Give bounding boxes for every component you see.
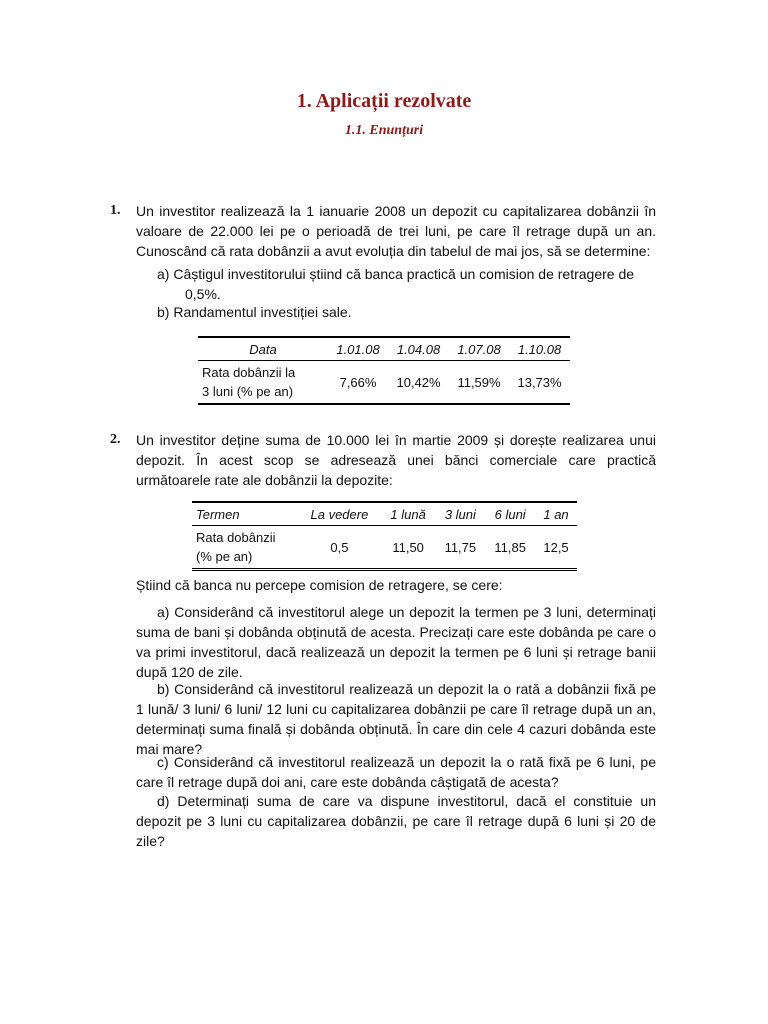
table-cell: 11,85 xyxy=(485,526,535,570)
problem-1-text: Un investitor realizează la 1 ianuarie 2008 un depozit cu capitalizarea dobânzii în valoare de 22.000 lei pe o perioadă de trei luni, pe care îl retrage după un an. Cunoscând că rata dobânzii a avut evoluția din tabelul de mai jos, să se determine: xyxy=(136,203,656,259)
table-cell: 13,73% xyxy=(509,361,570,405)
problem-2-number: 2. xyxy=(110,432,121,447)
table-cell: 0,5 xyxy=(298,526,381,570)
table-cell: 10,42% xyxy=(388,361,449,405)
table-header: 3 luni xyxy=(435,502,485,526)
table-header: La vedere xyxy=(298,502,381,526)
section-subtitle: 1.1. Enunțuri xyxy=(344,123,424,138)
table-header: 1.07.08 xyxy=(449,337,509,361)
problem-2-intro: Știind că banca nu percepe comision de retragere, se cere: xyxy=(136,577,503,593)
problem-2-item-c: c) Considerând că investitorul realizează un depozit la o rată fixă pe 6 luni, pe care îl retrage după doi ani, care este dobânda câștigată de acesta? xyxy=(136,754,656,790)
row-label-line: 3 luni (% pe an) xyxy=(202,384,294,399)
table-row-label xyxy=(192,526,298,570)
problem-1-number: 1. xyxy=(110,203,121,218)
problem-1-item-b: b) Randamentul investiției sale. xyxy=(157,304,352,320)
problem-2-item-a: a) Considerând că investitorul alege un depozit la termen pe 3 luni, determinați suma de bani și dobânda obținută de acesta. Precizați care este dobânda pe care o va primi investitorul, dacă realizează un depozit la termen pe 6 luni și retrage banii după 120 de zile. xyxy=(136,604,656,680)
problem-2-text: Un investitor deține suma de 10.000 lei în martie 2009 și dorește realizarea unui depozit. În acest scop se adresează unei bănci comerciale care practică următoarele rate ale dobânzii la depozite: xyxy=(136,432,656,488)
problem-1-item-a-cont: 0,5%. xyxy=(185,286,221,302)
table-header: 1 an xyxy=(535,502,577,526)
problem-2-item-b: b) Considerând că investitorul realizează un depozit la o rată a dobânzii fixă pe 1 lună/ 3 luni/ 6 luni/ 12 luni cu capitalizarea dobânzii pe care îl retrage după un an, determinați suma finală și dobânda obținută. În care din cele 4 cazuri dobânda este mai mare? xyxy=(136,681,656,757)
table-header: 6 luni xyxy=(485,502,535,526)
table-header: 1.10.08 xyxy=(509,337,570,361)
row-label-line: Rata dobânzii la xyxy=(202,365,296,380)
interest-rate-table-2 xyxy=(192,501,577,571)
table-header: 1 lună xyxy=(381,502,436,526)
row-label-line: (% pe an) xyxy=(196,549,253,564)
table-header: 1.01.08 xyxy=(328,337,388,361)
table-row-label xyxy=(198,361,328,405)
table-header: 1.04.08 xyxy=(388,337,449,361)
row-label-line: Rata dobânzii xyxy=(196,530,276,545)
table-cell: 7,66% xyxy=(328,361,388,405)
table-header: Data xyxy=(198,337,328,361)
table-cell: 11,50 xyxy=(381,526,436,570)
problem-2-item-d: d) Determinați suma de care va dispune investitorul, dacă el constituie un depozit pe 3 luni cu capitalizarea dobânzii, pe care îl retrage după 6 luni și 20 de zile? xyxy=(136,793,656,849)
table-header: Termen xyxy=(192,502,298,526)
table-cell: 12,5 xyxy=(535,526,577,570)
interest-rate-table-1 xyxy=(198,336,570,405)
problem-1-item-a: a) Câștigul investitorului știind că banca practică un comision de retragere de xyxy=(157,266,635,282)
table-cell: 11,59% xyxy=(449,361,509,405)
table-cell: 11,75 xyxy=(435,526,485,570)
page-title: 1. Aplicații rezolvate xyxy=(296,90,472,112)
